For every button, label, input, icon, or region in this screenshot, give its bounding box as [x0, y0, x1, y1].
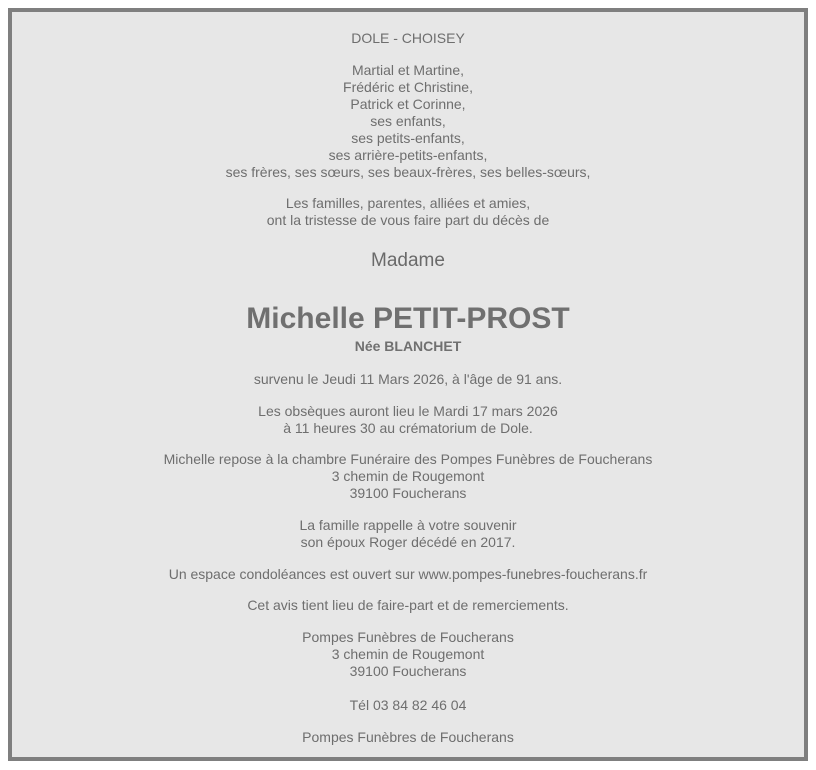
maiden-name [12, 338, 804, 355]
funeral-info [12, 403, 804, 437]
resting-place [12, 451, 804, 502]
thanks-note [12, 597, 804, 614]
deceased-name [12, 302, 804, 336]
honorific-title [12, 250, 804, 272]
maiden-name-text: Née BLANCHET [354, 338, 462, 354]
family-list [12, 62, 804, 181]
location-text: DOLE - CHOISEY [351, 30, 465, 46]
family-line: Frédéric et Christine, [343, 79, 473, 95]
memory-note [12, 517, 804, 551]
honorific-text: Madame [371, 250, 445, 271]
funeral-line: Les obsèques auront lieu le Mardi 17 mars 2026 [258, 403, 558, 419]
announcement [12, 195, 804, 229]
rest-line: 3 chemin de Rougemont [331, 468, 485, 484]
family-line: Martial et Martine, [351, 62, 465, 78]
announce-line: ont la tristesse de vous faire part du décès de [266, 212, 550, 228]
funeral-line: à 11 heures 30 au crématorium de Dole. [283, 420, 533, 436]
family-line: ses frères, ses sœurs, ses beaux-frères, ses belles-sœurs, [225, 164, 591, 180]
deceased-name-text: Michelle PETIT-PROST [246, 302, 570, 335]
funeral-home-address [12, 629, 804, 680]
memory-line: son époux Roger décédé en 2017. [300, 534, 516, 550]
rest-line: Michelle repose à la chambre Funéraire des Pompes Funèbres de Foucherans [163, 451, 653, 467]
thanks-text: Cet avis tient lieu de faire-part et de remerciements. [247, 597, 569, 613]
location-heading [12, 30, 804, 47]
announce-line: Les familles, parentes, alliées et amies, [285, 195, 531, 211]
obituary-notice [8, 8, 808, 761]
address-line: 3 chemin de Rougemont [331, 646, 485, 662]
memory-line: La famille rappelle à votre souvenir [299, 517, 517, 533]
death-date-text: survenu le Jeudi 11 Mars 2026, à l'âge de 91 ans. [253, 371, 563, 387]
condolences-note [12, 566, 804, 583]
address-line: 39100 Foucherans [349, 663, 467, 679]
rest-line: 39100 Foucherans [349, 485, 467, 501]
phone-number [12, 697, 804, 714]
death-date [12, 371, 804, 388]
signature-text: Pompes Funèbres de Foucherans [302, 729, 514, 745]
phone-text: Tél 03 84 82 46 04 [349, 697, 467, 713]
address-line: Pompes Funèbres de Foucherans [302, 629, 514, 645]
condolences-text: Un espace condoléances est ouvert sur www.pompes-funebres-foucherans.fr [168, 566, 648, 582]
family-line: ses enfants, [370, 113, 446, 129]
family-line: Patrick et Corinne, [350, 96, 466, 112]
family-line: ses arrière-petits-enfants, [328, 147, 488, 163]
family-line: ses petits-enfants, [351, 130, 465, 146]
signature [12, 729, 804, 746]
